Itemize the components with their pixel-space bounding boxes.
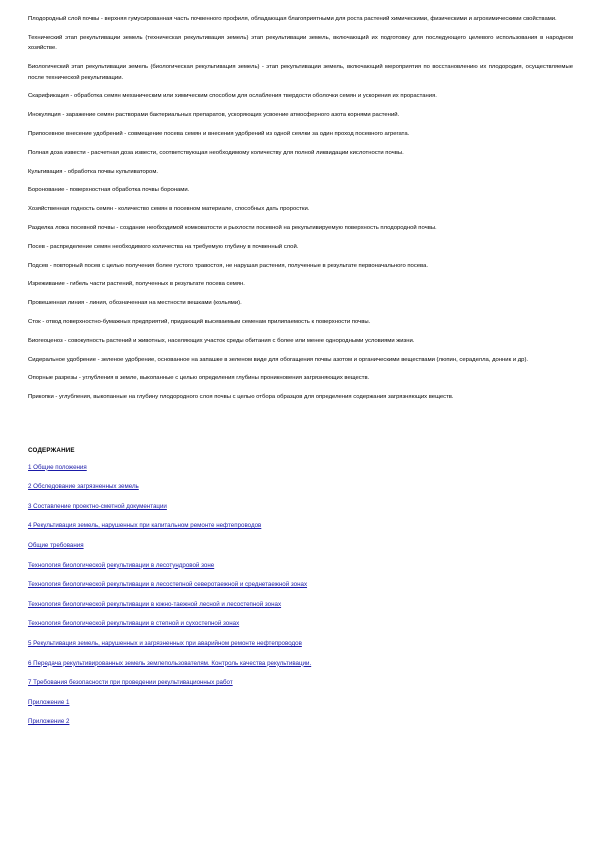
toc-link[interactable]: 3 Составление проектно-сметной документации: [28, 502, 167, 510]
toc-link[interactable]: 4 Рекультивация земель, нарушенных при капитальном ремонте нефтепроводов: [28, 522, 262, 530]
toc-link[interactable]: Технология биологической рекультивации в южно-таежной лесной и лесостепной зонах: [28, 600, 282, 608]
toc-link[interactable]: Общие требования: [28, 542, 84, 550]
toc-link[interactable]: 1 Общие положения: [28, 463, 87, 471]
definition-paragraph: Боронование - поверхностная обработка почвы боронами.: [28, 187, 190, 194]
definition-paragraph: Полная доза извести - расчетная доза извести, соответствующая необходимому количеству для полной ликвидации кислотности почвы.: [28, 149, 404, 156]
definition-paragraph: Технический этап рекультивации земель (техническая рекультивация земель) этап рекультивации земель, включающий их подготовку для последующего целевого использования в народном хозяйстве.: [28, 34, 573, 52]
toc-link[interactable]: Технология биологической рекультивации в лесостепной северотаежной и среднетаежной зонах: [28, 581, 308, 589]
definition-paragraph: Скарификация - обработка семян механическим или химическим способом для ослабления твердости оболочки семян и ускорения их прорастания.: [28, 93, 437, 100]
definition-paragraph: Сток - отвод поверхностно-бумажных предприятий, придающий высеваемым семенам прилипаемость к поверхности почвы.: [28, 318, 371, 325]
table-of-contents: [28, 447, 573, 727]
document-page: [28, 14, 573, 737]
definition-paragraph: Биогеоценоз - совокупность растений и животных, населяющих участок среды обитания с более или менее однородными условиями жизни.: [28, 337, 415, 344]
toc-link[interactable]: 2 Обследование загрязненных земель: [28, 483, 139, 491]
toc-link[interactable]: Приложение 2: [28, 718, 70, 726]
definition-paragraph: Подсев - повторный посев с целью получения более густого травостоя, не нарушая растения, полученные в результате первоначального посева.: [28, 262, 429, 269]
definition-paragraph: Инокуляция - заражение семян растворами бактериальных препаратов, ускоряющих усвоение атмосферного азота корнями растений.: [28, 112, 400, 119]
toc-link[interactable]: 5 Рекультивация земель, нарушенных и загрязненных при аварийном ремонте нефтепроводов: [28, 639, 302, 647]
definition-paragraph: Сидеральное удобрение - зеленое удобрение, основанное на запашке в зеленом виде для обогащения почвы азотом и органическими веществами (люпин, сераделла, донник и др).: [28, 356, 529, 363]
toc-link[interactable]: 7 Требования безопасности при проведении рекультивационных работ: [28, 679, 233, 687]
definition-paragraph: Посев - распределение семян необходимого количества на требуемую глубину в почвенный слой.: [28, 243, 299, 250]
definition-paragraph: Плодородный слой почвы - верхняя гумусированная часть почвенного профиля, обладающая благоприятными для роста растений химическими, физическими и агрохимическими свойствами.: [28, 16, 557, 22]
definition-paragraph: Провешенная линия - линия, обозначенная на местности вешками (кольями).: [28, 300, 242, 307]
definition-paragraph: Опорные разрезы - углубления в земле, выкопанные с целью определения глубины проникновения загрязняющих веществ.: [28, 375, 370, 382]
definition-paragraph: Хозяйственная годность семян - количество семян в посевном материале, способных дать проростки.: [28, 206, 310, 213]
definition-paragraph: Припосевное внесение удобрений - совмещение посева семян и внесения удобрений из одной сеялки за один проход посевного агрегата.: [28, 130, 410, 137]
definition-paragraph: Прикопки - углубления, выкопанные на глубину плодородного слоя почвы с целью отбора образцов для определения содержания загрязняющих веществ.: [28, 394, 454, 401]
toc-title: СОДЕРЖАНИЕ: [28, 446, 75, 454]
definition-paragraph: Разделка ложа посевной почвы - создание необходимой комковатости и рыхлости посевной на рекультивируемую поверхность плодородной почвы.: [28, 224, 437, 231]
toc-link[interactable]: 6 Передача рекультивированных земель землепользователям. Контроль качества рекультивации.: [28, 659, 312, 667]
definitions-section: [28, 14, 573, 403]
toc-link[interactable]: Приложение 1: [28, 698, 70, 706]
toc-link[interactable]: Технология биологической рекультивации в степной и сухостепной зонах: [28, 620, 240, 628]
definition-paragraph: Биологический этап рекультивации земель (биологическая рекультивация земель) - этап рекультивации земель, включающий мероприятия по восстановлению их плодородия, осуществляемые после технической рекультивации.: [28, 64, 573, 81]
definition-paragraph: Изреживание - гибель части растений, полученных в результате посева семян.: [28, 281, 245, 288]
definition-paragraph: Культивация - обработка почвы культиватором.: [28, 168, 159, 175]
toc-link[interactable]: Технология биологической рекультивации в лесотундровой зоне: [28, 561, 215, 569]
